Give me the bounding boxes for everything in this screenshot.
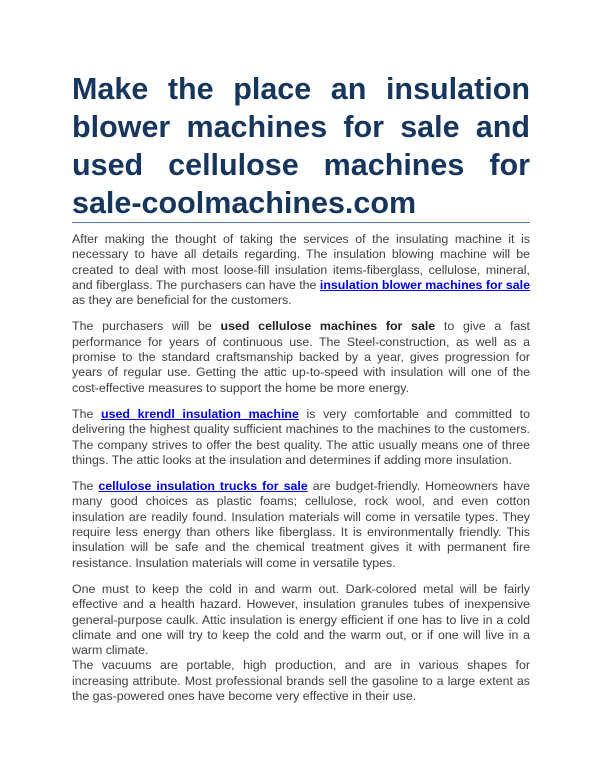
paragraph-3 [72, 407, 530, 468]
paragraph-text: The purchasers will be [72, 319, 221, 334]
insulation-blower-machines-link[interactable]: insulation blower machines for sale [319, 277, 531, 292]
paragraph-text: is very comfortable and committed to delivering the highest quality sufficient machines to the machines to the customers. The company strives to offer the best quality. The attic usually means one of three things. The attic looks at the insulation and determines if adding more insulation. [72, 406, 531, 467]
paragraph-1 [72, 232, 530, 308]
paragraph-6: The vacuums are portable, high production, and are in various shapes for increasing attribute. Most professional brands sell the gasoline to a large extent as the gas-powered ones have become very effective in their use. [72, 658, 530, 704]
bold-phrase: used cellulose machines for sale [220, 319, 436, 334]
paragraph-5: One must to keep the cold in and warm out. Dark-colored metal will be fairly effective and a health hazard. However, insulation granules tubes of inexpensive general-purpose caulk. Attic insulation is energy efficient if one has to live in a cold climate and one will try to keep the cold and the warm out, or if one will live in a warm climate. [72, 581, 530, 658]
paragraph-text: After making the thought of taking the services of the insulating machine it is necessary to have all details regarding. The insulation blowing machine will be created to deal with most loose-fill insulation items-fiberglass, cellulose, mineral, and fiberglass. The purchasers can have the [72, 232, 530, 292]
paragraph-4 [72, 479, 530, 571]
paragraph-text: as they are beneficial for the customers. [72, 293, 292, 308]
paragraph-text: are budget-friendly. Homeowners have many good choices as plastic foams; cellulose, rock wool, and even cotton insulation are readily found. Insulation materials will come in versatile types. They require less energy than others like fiberglass. It is environmentally friendly. This insulation will be safe and the chemical treatment gives it with permanent fire resistance. Insulation materials will come in versatile types. [72, 479, 531, 570]
cellulose-insulation-trucks-link[interactable]: cellulose insulation trucks for sale [98, 479, 308, 494]
title-divider [72, 222, 530, 223]
used-krendl-machine-link[interactable]: used krendl insulation machine [101, 406, 299, 421]
paragraph-2 [72, 319, 530, 395]
article-body [72, 232, 530, 715]
paragraph-text: to give a fast performance for years of continuous use. The Steel-construction, as well as a promise to the standard craftsmanship backed by a year, gives progression for years of regular use. Getting the attic up-to-speed with insulation will one of the cost-effective measures to support the home be more energy. [72, 319, 530, 395]
paragraph-text: The [72, 479, 99, 494]
page-title: Make the place an insulation blower machines for sale and used cellulose machines for sale-coolmachines.com [72, 72, 530, 220]
paragraph-text: The [72, 406, 102, 421]
